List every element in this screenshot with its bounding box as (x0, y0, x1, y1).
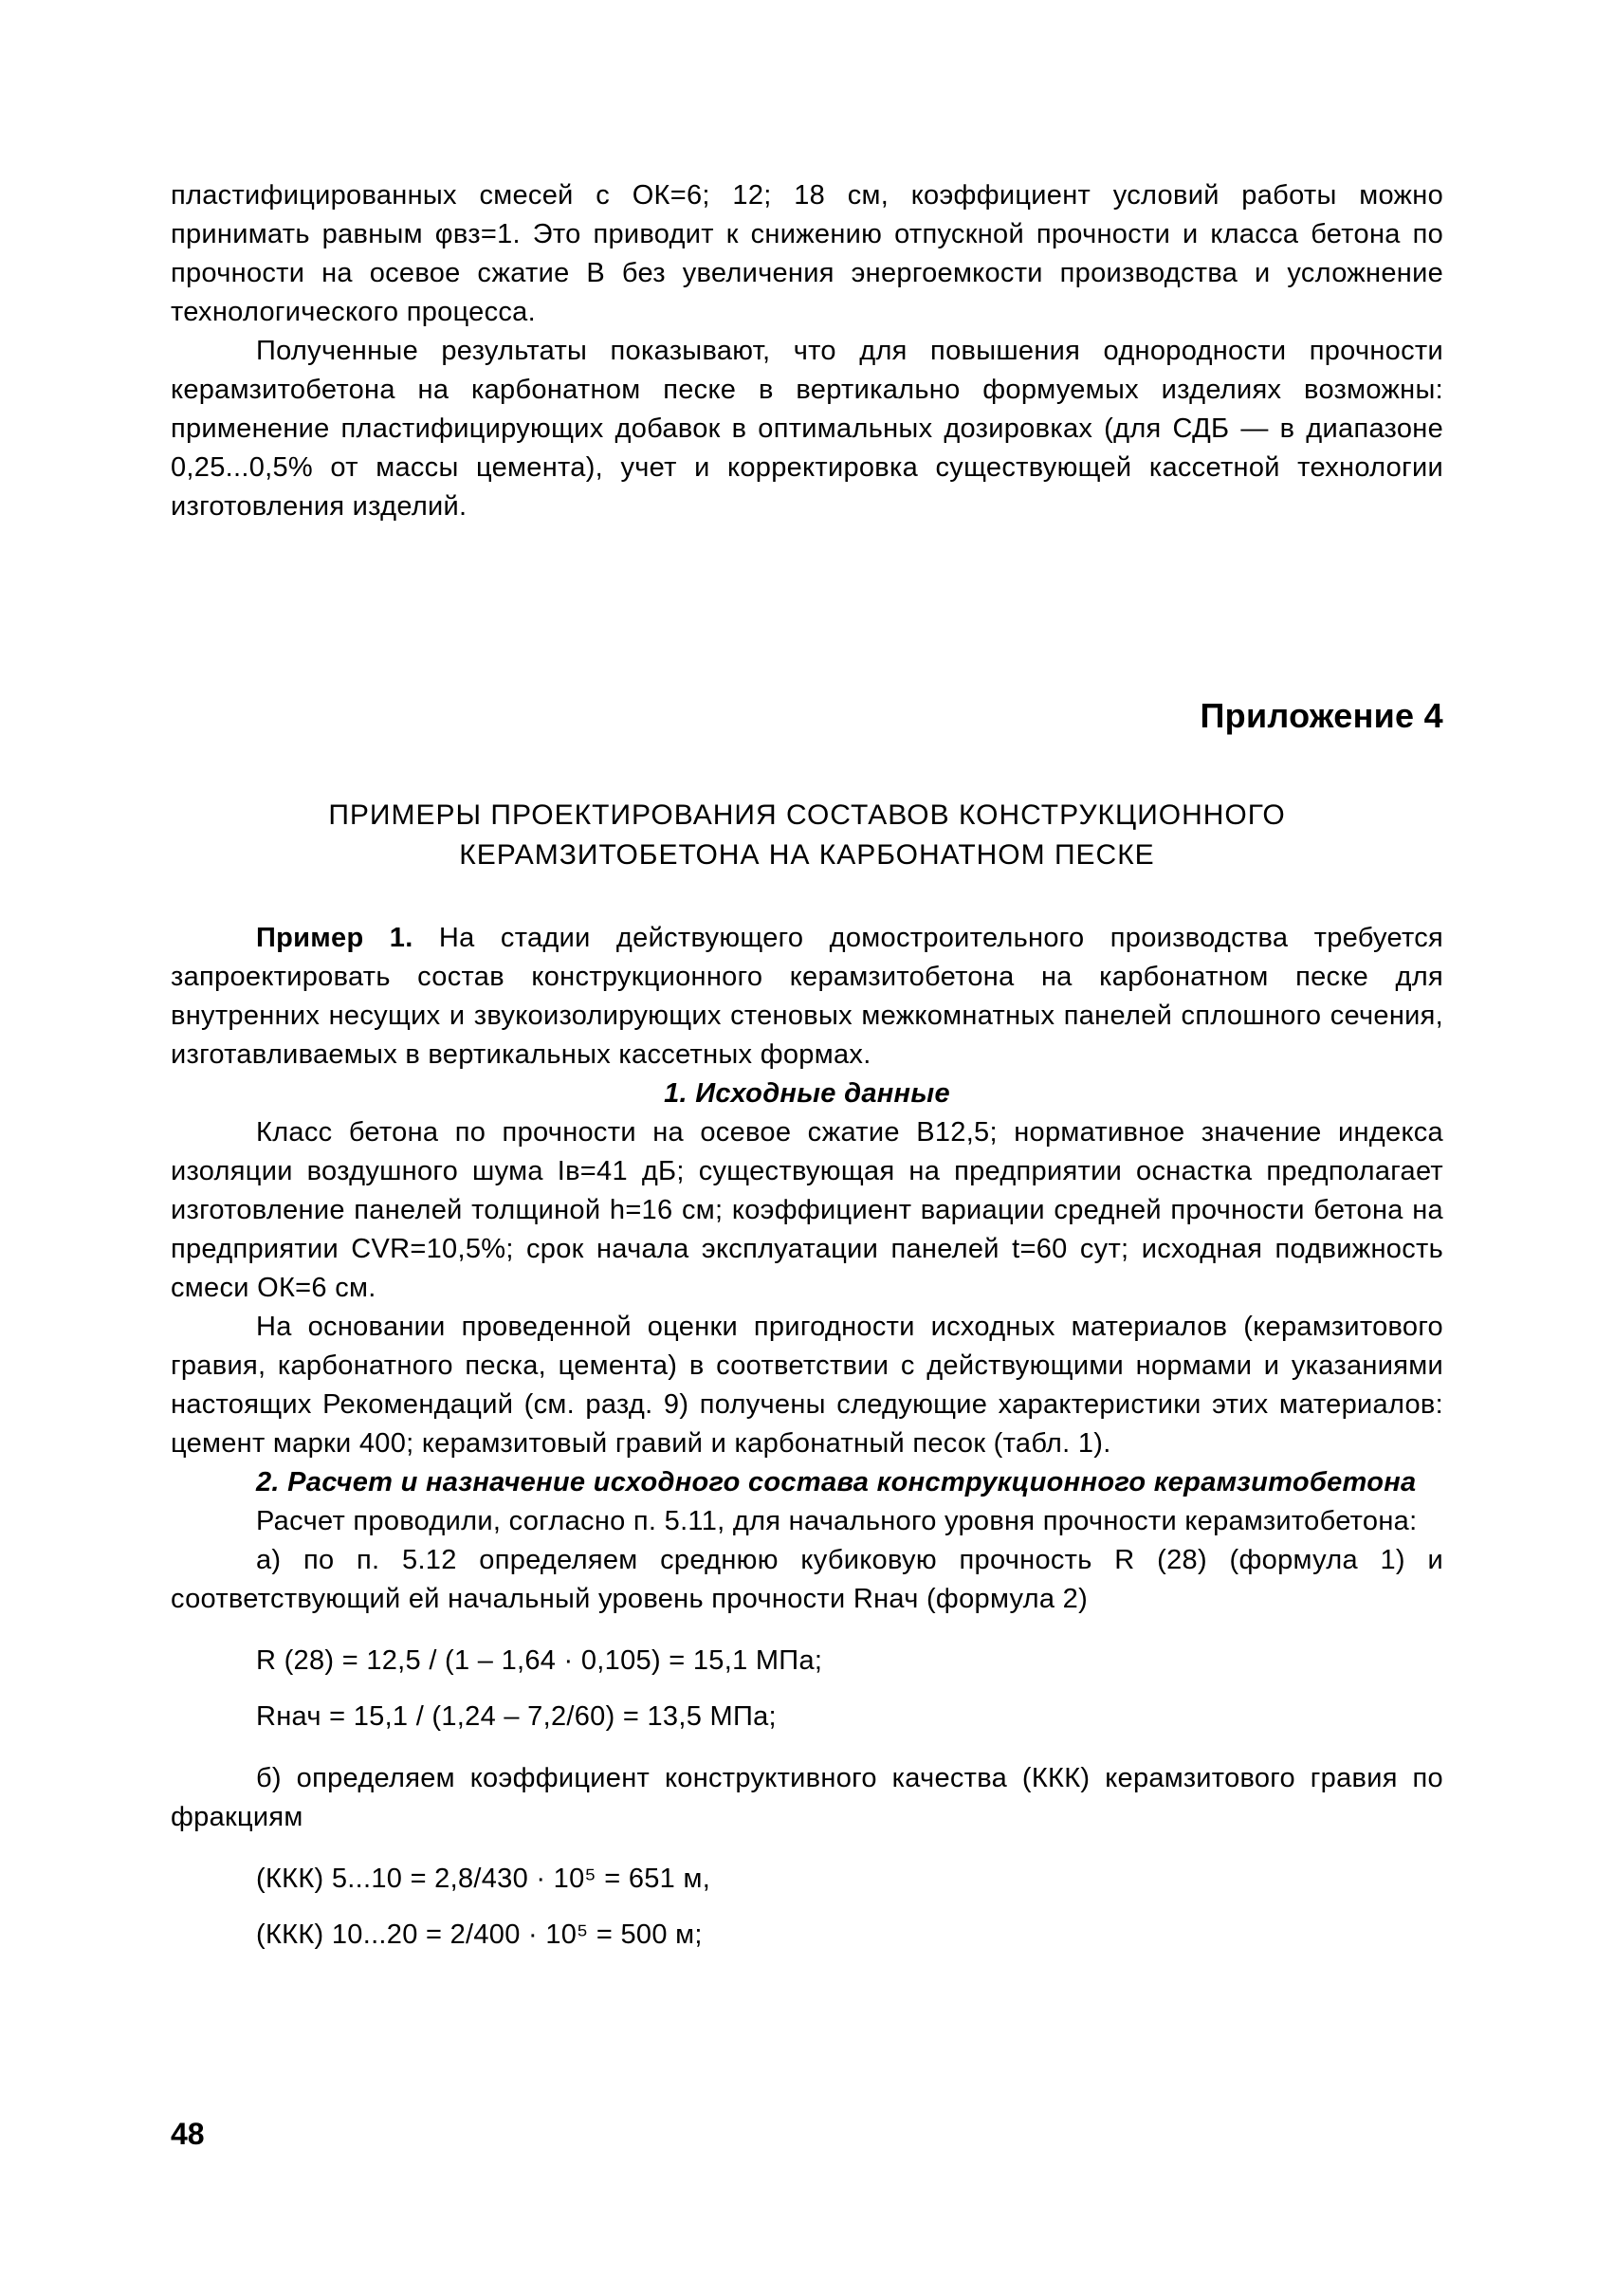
formula-rnach: Rнач = 15,1 / (1,24 – 7,2/60) = 13,5 МПа; (256, 1701, 777, 1732)
formula-kkk-10-20: (ККК) 10...20 = 2/400 · 10⁵ = 500 м; (256, 1919, 703, 1950)
section-title-line-2: КЕРАМЗИТОБЕТОНА НА КАРБОНАТНОМ ПЕСКЕ (459, 839, 1155, 871)
subsection-heading-2: 2. Расчет и назначение исходного состава конструкционного керамзитобетона (256, 1467, 1417, 1497)
paragraph-continued: пластифицированных смесей с ОК=6; 12; 18 см, коэффициент условий работы можно принимать равным φвз=1. Это приводит к снижению отпускной прочности и класса бетона по прочности на осевое сжатие В без увеличения энергоемкости производства и усложнение технологического процесса. (171, 180, 1443, 327)
paragraph-results: Полученные результаты показывают, что для повышения однородности прочности керамзитобетона на карбонатном песке в вертикально формуемых изделиях возможны: применение пластифицирующих добавок в оптимальных дозировках (для СДБ — в диапазоне 0,25...0,5% от массы цемента), учет и корректировка существующей кассетной технологии изготовления изделий. (171, 336, 1443, 522)
formula-kkk-5-10: (ККК) 5...10 = 2,8/430 · 10⁵ = 651 м, (256, 1864, 711, 1894)
appendix-label: Приложение 4 (1200, 696, 1443, 735)
example-paragraph (171, 919, 1443, 1075)
paragraph-step-a: а) по п. 5.12 определяем среднюю кубиковую прочность R (28) (формула 1) и соответствующий ей начальный уровень прочности Rнач (формула 2) (171, 1545, 1443, 1614)
section-title-line-1: ПРИМЕРЫ ПРОЕКТИРОВАНИЯ СОСТАВОВ КОНСТРУКЦИОННОГО (328, 799, 1286, 831)
paragraph-initial-data: Класс бетона по прочности на осевое сжатие В12,5; нормативное значение индекса изоляции воздушного шума Iв=41 дБ; существующая на предприятии оснастка предполагает изготовление панелей толщиной h=16 см; коэффициент вариации средней прочности бетона на предприятии CVR=10,5%; срок начала эксплуатации панелей t=60 сут; исходная подвижность смеси ОК=6 см. (171, 1117, 1443, 1303)
formula-r28: R (28) = 12,5 / (1 – 1,64 · 0,105) = 15,1 МПа; (256, 1645, 823, 1676)
paragraph-calculation: Расчет проводили, согласно п. 5.11, для начального уровня прочности керамзитобетона: (256, 1506, 1418, 1536)
page-content (171, 176, 1443, 1955)
example-text: На стадии действующего домостроительного производства требуется запроектировать состав конструкционного керамзитобетона на карбонатном песке для внутренних несущих и звукоизолирующих стеновых межкомнатных панелей сплошного сечения, изготавливаемых в вертикальных кассетных формах. (171, 923, 1444, 1070)
section-title (171, 796, 1443, 875)
page-number: 48 (171, 2117, 205, 2151)
subsection-heading-1: 1. Исходные данные (664, 1078, 950, 1109)
paragraph-materials: На основании проведенной оценки пригодности исходных материалов (керамзитового гравия, карбонатного песка, цемента) в соответствии с действующими нормами и указаниями настоящих Рекомендаций (см. разд. 9) получены следующие характеристики этих материалов: цемент марки 400; керамзитовый гравий и карбонатный песок (табл. 1). (171, 1312, 1443, 1459)
paragraph-step-b: б) определяем коэффициент конструктивного качества (ККК) керамзитового гравия по фракциям (171, 1763, 1443, 1832)
example-label: Пример 1. (256, 923, 413, 953)
